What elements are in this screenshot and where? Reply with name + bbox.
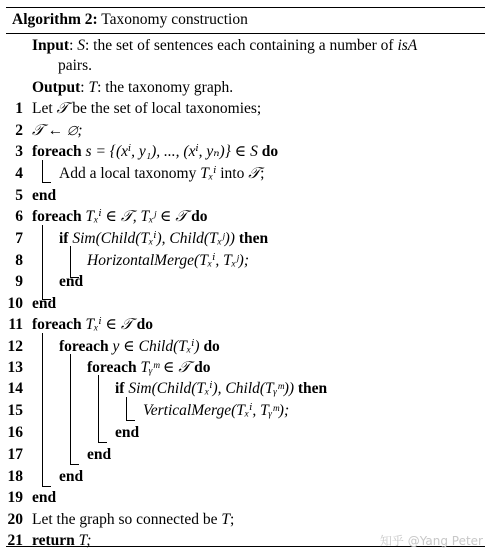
output-label: Output	[32, 79, 81, 96]
block-bar-foreach-1	[42, 160, 43, 182]
math-expression: 𝒯	[248, 165, 261, 182]
line-number: 16	[7, 424, 23, 441]
line-number: 3	[15, 143, 23, 160]
algorithm-line	[0, 314, 493, 336]
line-content	[32, 185, 56, 207]
line-number: 14	[7, 380, 23, 397]
line-content	[115, 378, 327, 400]
input-var: S	[77, 37, 85, 54]
block-foot-foreach-2	[42, 299, 51, 300]
algorithm-line	[0, 163, 493, 185]
keyword: end	[87, 446, 112, 463]
math-expression: T;	[74, 532, 92, 549]
line-number: 11	[8, 316, 23, 333]
line-text: into	[216, 165, 249, 182]
line-content	[59, 163, 264, 185]
line-content	[59, 466, 83, 488]
line-content	[59, 336, 220, 358]
block-foot-foreach-4	[70, 464, 79, 465]
line-content	[32, 206, 207, 228]
output-var: T	[88, 79, 98, 96]
algorithm-line	[0, 444, 493, 466]
line-content	[115, 422, 139, 444]
line-number: 12	[7, 338, 23, 355]
input-line-2	[0, 55, 493, 77]
input-line-1	[0, 35, 493, 57]
line-text: ;	[230, 511, 235, 528]
line-number: 1	[15, 100, 23, 117]
line-text: Let the graph so connected be	[32, 511, 222, 528]
watermark: 知乎 @Yang Peter	[379, 534, 483, 548]
math-expression: Sim(Child(Tₓⁱ), Child(Tᵧᵐ))	[124, 380, 298, 397]
keyword: do	[136, 316, 154, 333]
block-bar-foreach-5	[98, 375, 99, 442]
keyword: end	[32, 187, 57, 204]
keyword: then	[297, 380, 328, 397]
algorithm-line	[0, 228, 493, 250]
algorithm-title-text: Taxonomy construction	[101, 11, 248, 28]
line-content	[87, 444, 111, 466]
top-rule	[6, 7, 485, 8]
line-content	[32, 293, 56, 315]
math-expression: Sim(Child(Tₓⁱ), Child(Tₓʲ))	[68, 230, 239, 247]
line-content	[59, 228, 268, 250]
line-content	[32, 509, 234, 531]
block-foot-if-2	[126, 420, 135, 421]
input-label: Input	[32, 37, 70, 54]
line-text: Add a local taxonomy	[59, 165, 201, 182]
algorithm-line	[0, 120, 493, 142]
line-number: 10	[7, 295, 23, 312]
block-bar-if-1	[70, 246, 71, 277]
input-text-2: pairs.	[58, 57, 93, 74]
keyword: end	[115, 424, 140, 441]
line-number: 21	[7, 532, 23, 549]
algorithm-line	[0, 293, 493, 315]
line-number: 18	[7, 468, 23, 485]
line-number: 6	[15, 208, 23, 225]
line-content	[32, 141, 278, 163]
math-expression: Tₓⁱ ∈ 𝒯, Tₓʲ ∈ 𝒯	[81, 208, 192, 225]
line-text: ;	[260, 165, 265, 182]
line-text: Let	[32, 100, 57, 117]
output-sep: :	[80, 79, 85, 96]
keyword: end	[32, 489, 57, 506]
keyword: if	[115, 380, 125, 397]
algorithm-line	[0, 422, 493, 444]
keyword: then	[238, 230, 269, 247]
math-expression: Tₓⁱ ∈ 𝒯	[81, 316, 137, 333]
block-bar-foreach-2	[42, 225, 43, 299]
algorithm-line	[0, 336, 493, 358]
input-sep: :	[69, 37, 74, 54]
line-number: 9	[15, 273, 23, 290]
keyword: foreach	[32, 143, 82, 160]
line-content	[32, 530, 91, 552]
line-content	[32, 98, 261, 120]
line-number: 7	[15, 230, 23, 247]
block-foot-foreach-3	[42, 486, 51, 487]
line-number: 20	[7, 511, 23, 528]
line-text: be the set of local taxonomies;	[68, 100, 262, 117]
math-expression: 𝒯	[56, 100, 69, 117]
line-number: 15	[7, 402, 23, 419]
keyword: if	[59, 230, 69, 247]
keyword: return	[32, 532, 75, 549]
block-foot-if-1	[70, 277, 79, 278]
block-bar-foreach-3	[42, 333, 43, 486]
output-text: : the taxonomy graph.	[97, 79, 234, 96]
algorithm-line	[0, 141, 493, 163]
algorithm-line	[0, 487, 493, 509]
keyword: foreach	[87, 359, 137, 376]
line-number: 19	[7, 489, 23, 506]
line-number: 8	[15, 252, 23, 269]
algorithm-line	[0, 400, 493, 422]
math-expression: s = {(xⁱ, y₁), ..., (xⁱ, yₙ)} ∈ S	[81, 143, 262, 160]
algorithm-title	[12, 11, 248, 29]
line-number: 13	[7, 359, 23, 376]
keyword: do	[191, 208, 208, 225]
algorithm-line	[0, 185, 493, 207]
math-expression: y ∈ Child(Tₓⁱ)	[108, 338, 204, 355]
line-number: 17	[7, 446, 23, 463]
keyword: foreach	[32, 208, 82, 225]
algorithm-line	[0, 98, 493, 120]
keyword: do	[261, 143, 279, 160]
line-number: 2	[15, 122, 23, 139]
algorithm-line	[0, 509, 493, 531]
algorithm-line	[0, 466, 493, 488]
line-content	[32, 314, 153, 336]
math-expression: Tᵧᵐ ∈ 𝒯	[136, 359, 195, 376]
line-content	[87, 357, 211, 379]
block-foot-foreach-5	[98, 442, 107, 443]
block-foot-foreach-1	[42, 182, 51, 183]
keyword: do	[203, 338, 220, 355]
line-number: 5	[15, 187, 23, 204]
line-content	[59, 271, 83, 293]
keyword: end	[59, 468, 84, 485]
output-line	[0, 77, 493, 99]
math-expression: VerticalMerge(Tₓⁱ, Tᵧᵐ);	[143, 402, 290, 419]
algorithm-line	[0, 271, 493, 293]
algorithm-line	[0, 357, 493, 379]
keyword: foreach	[32, 316, 82, 333]
math-expression: Tₓⁱ	[200, 165, 217, 182]
line-number: 4	[15, 165, 23, 182]
algorithm-line	[0, 206, 493, 228]
keyword: foreach	[59, 338, 109, 355]
input-isa: isA	[397, 37, 418, 54]
algorithm-line	[0, 378, 493, 400]
math-expression: T	[221, 511, 230, 528]
math-expression: HorizontalMerge(Tₓⁱ, Tₓʲ);	[87, 252, 250, 269]
algorithm-line	[0, 250, 493, 272]
keyword: end	[32, 295, 57, 312]
block-bar-foreach-4	[70, 354, 71, 464]
line-content	[32, 487, 56, 509]
line-content	[143, 400, 289, 422]
line-content	[87, 250, 249, 272]
keyword: end	[59, 273, 84, 290]
math-expression: 𝒯 ← ∅;	[32, 122, 83, 139]
line-content	[32, 120, 83, 142]
block-bar-if-2	[126, 397, 127, 420]
input-text-1: : the set of sentences each containing a number of	[85, 37, 394, 54]
keyword: do	[194, 359, 211, 376]
header-rule	[6, 33, 485, 34]
algorithm-header-label: Algorithm 2:	[12, 11, 98, 28]
